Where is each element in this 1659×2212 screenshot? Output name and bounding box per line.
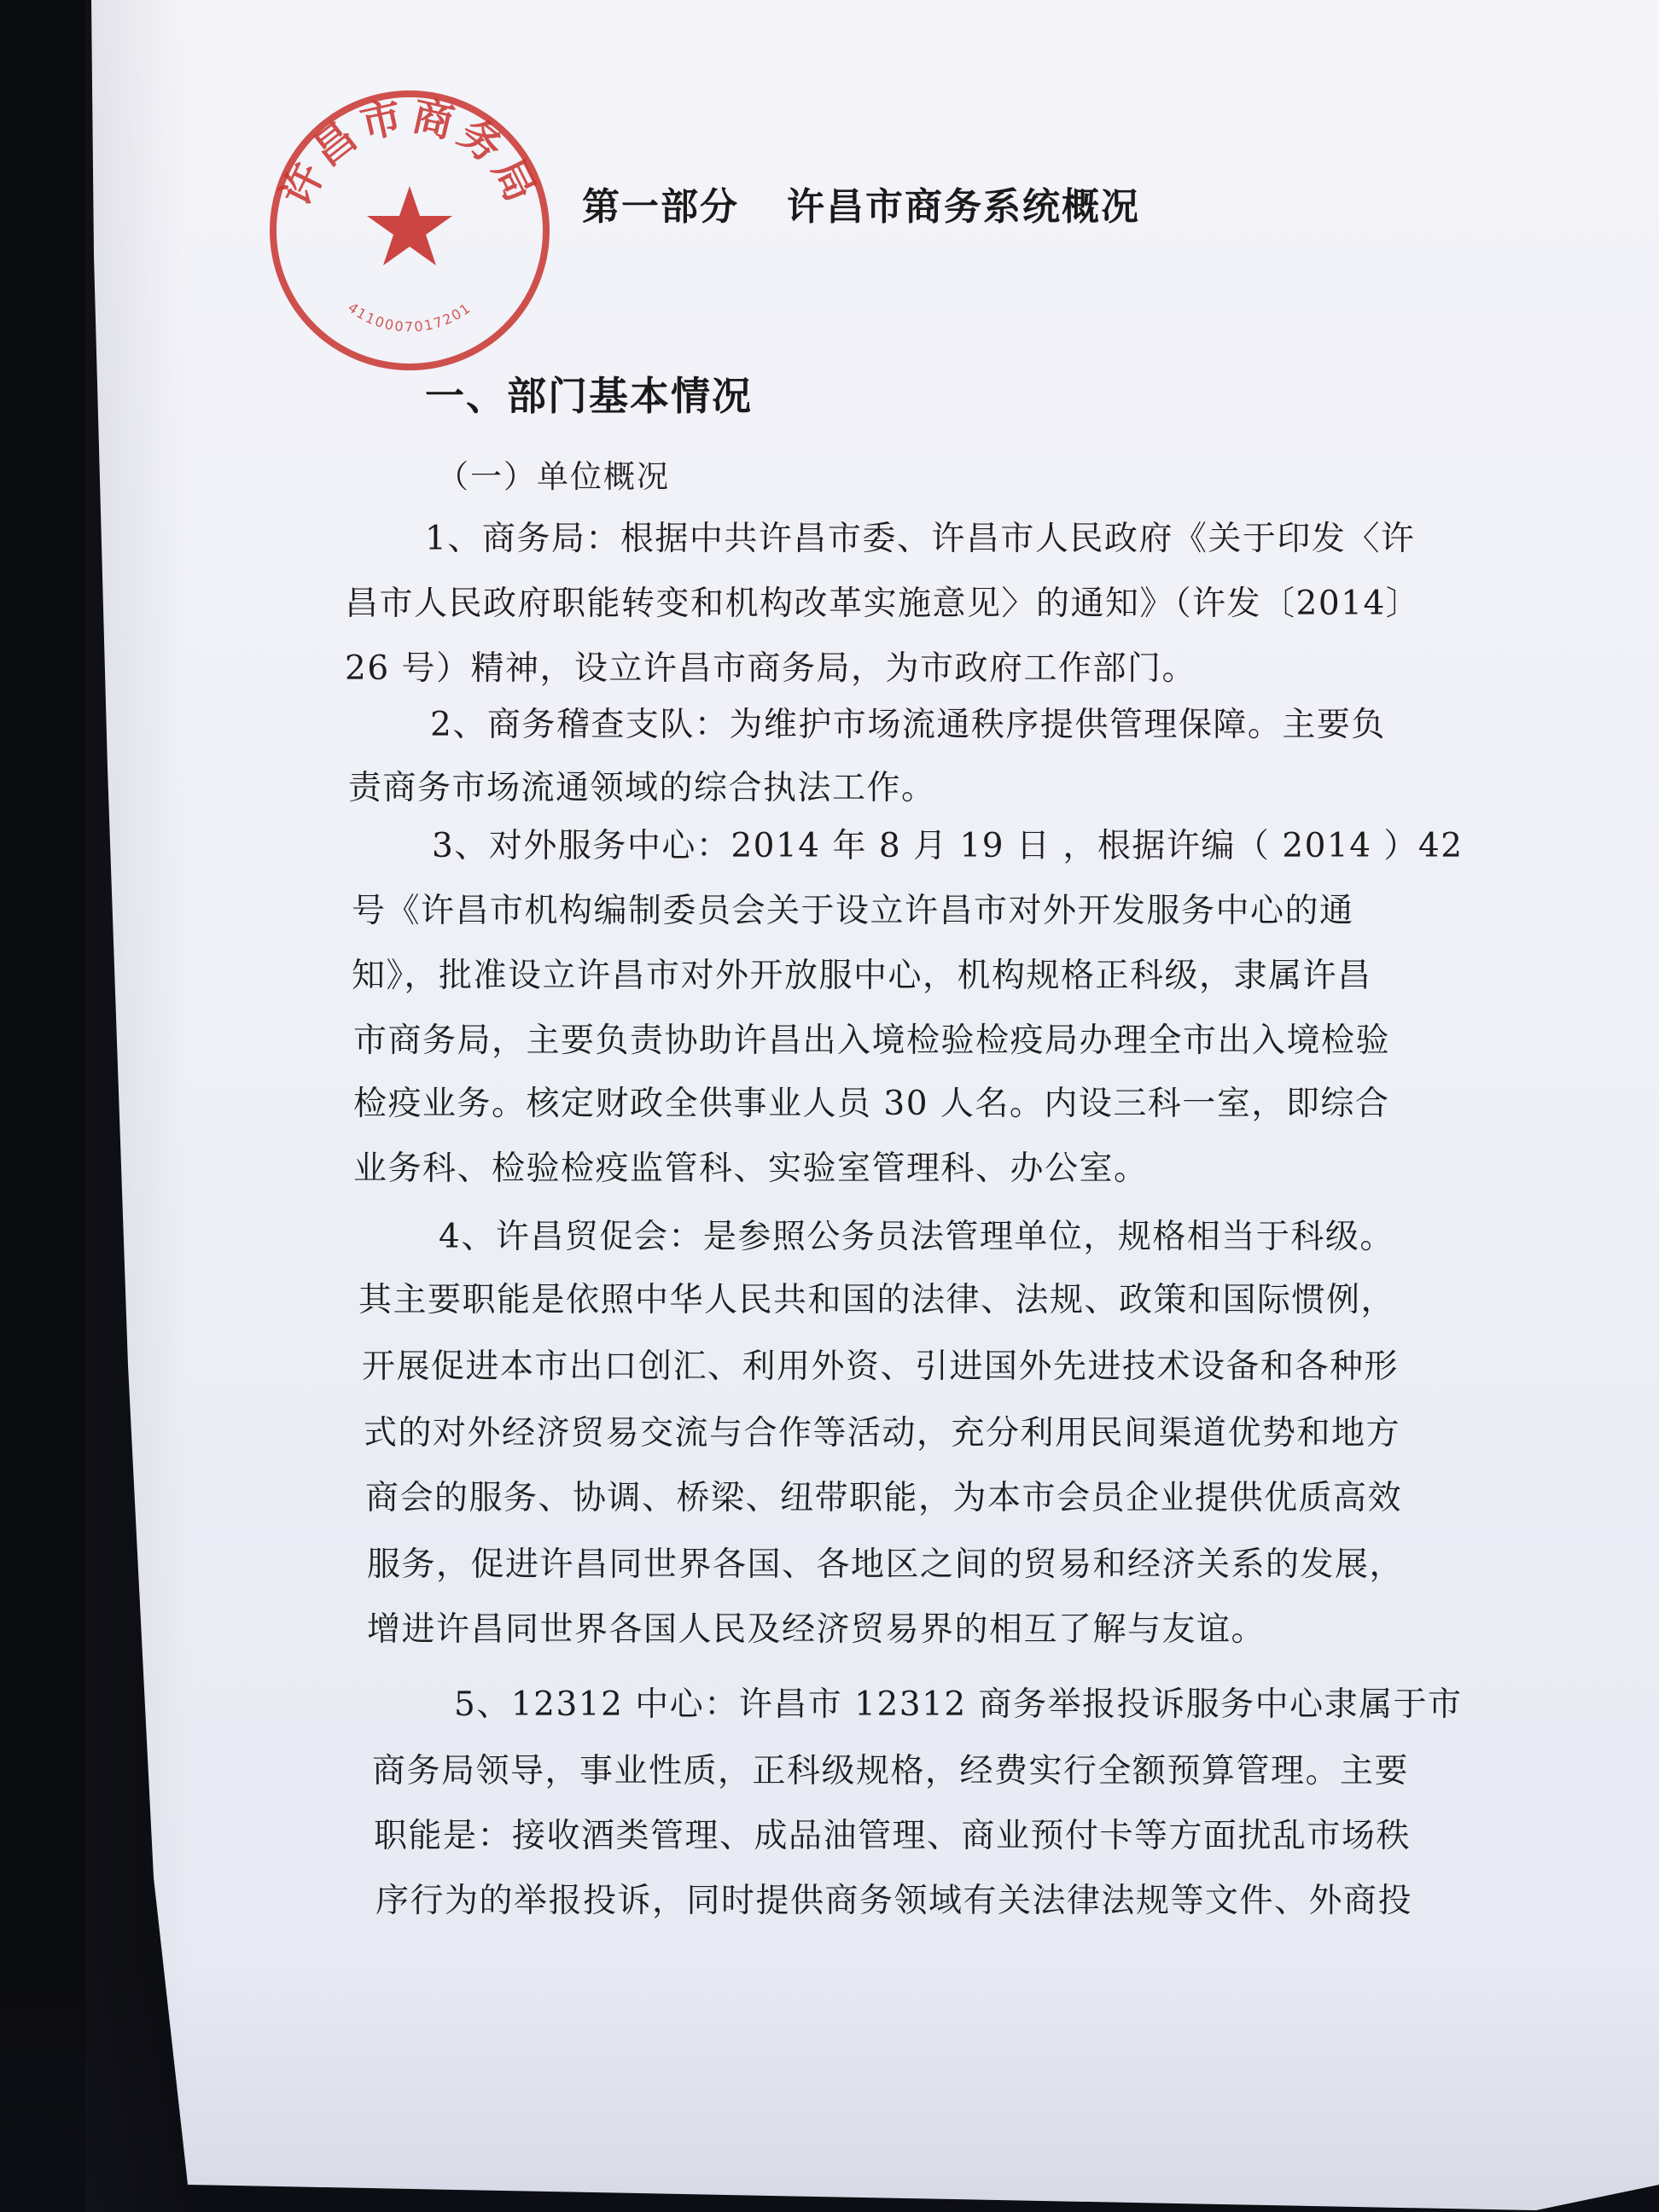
body-line: 责商务市场流通领域的综合执法工作。 bbox=[348, 769, 936, 807]
body-line: 业务科、检验检疫监管科、实验室管理科、办公室。 bbox=[353, 1150, 1149, 1188]
subsection-title: （一）单位概况 bbox=[437, 458, 670, 495]
body-line: 其主要职能是依照中华人民共和国的法律、法规、政策和国际惯例， bbox=[358, 1281, 1396, 1319]
section-title: 一、部门基本情况 bbox=[425, 373, 753, 419]
body-line: 序行为的举报投诉，同时提供商务领域有关法律法规等文件、外商投 bbox=[375, 1882, 1413, 1920]
body-line: 知》，批准设立许昌市对外开放服中心，机构规格正科级，隶属许昌 bbox=[352, 957, 1372, 995]
body-line: 号《许昌市机构编制委员会关于设立许昌市对外开发服务中心的通 bbox=[352, 892, 1354, 930]
body-line: 增进许昌同世界各国人民及经济贸易界的相互了解与友谊。 bbox=[367, 1610, 1266, 1649]
body-line: 职能是：接收酒类管理、成品油管理、商业预付卡等方面扰乱市场秩 bbox=[374, 1817, 1412, 1855]
body-line: 2、商务稽查支队：为维护市场流通秩序提供管理保障。主要负 bbox=[430, 706, 1386, 744]
body-line: 26 号）精神，设立许昌市商务局，为市政府工作部门。 bbox=[345, 649, 1197, 688]
body-line: 5、12312 中心：许昌市 12312 商务举报投诉服务中心隶属于市 bbox=[454, 1685, 1463, 1724]
body-line: 商会的服务、协调、桥梁、纽带职能，为本市会员企业提供优质高效 bbox=[365, 1479, 1403, 1517]
title-part: 第一部分 bbox=[582, 185, 739, 229]
body-line: 式的对外经济贸易交流与合作等活动，充分利用民间渠道优势和地方 bbox=[364, 1414, 1401, 1452]
body-line: 3、对外服务中心：2014 年 8 月 19 日 ，根据许编（ 2014 ）42 bbox=[432, 827, 1464, 865]
body-line: 4、许昌贸促会：是参照公务员法管理单位，规格相当于科级。 bbox=[439, 1218, 1394, 1256]
body-line: 1、商务局：根据中共许昌市委、许昌市人民政府《关于印发〈许 bbox=[425, 520, 1416, 558]
seal-code-text: 4110007017201 bbox=[345, 299, 474, 335]
body-line: 检疫业务。核定财政全供事业人员 30 人名。内设三科一室，即综合 bbox=[353, 1085, 1390, 1123]
seal-name-text: 许昌市商务局 bbox=[272, 91, 547, 214]
official-seal bbox=[265, 85, 555, 375]
body-line: 市商务局，主要负责协助许昌出入境检验检疫局办理全市出入境检验 bbox=[353, 1022, 1391, 1060]
title-text: 许昌市商务系统概况 bbox=[787, 185, 1140, 229]
body-line: 昌市人民政府职能转变和机构改革实施意见〉的通知》（许发〔2014〕 bbox=[345, 585, 1421, 623]
page-title bbox=[582, 176, 1140, 230]
body-line: 商务局领导，事业性质，正科级规格，经费实行全额预算管理。主要 bbox=[372, 1752, 1410, 1790]
seal-star-icon bbox=[367, 186, 452, 265]
body-line: 开展促进本市出口创汇、利用外资、引进国外先进技术设备和各种形 bbox=[362, 1348, 1400, 1386]
body-line: 服务，促进许昌同世界各国、各地区之间的贸易和经济关系的发展， bbox=[367, 1545, 1405, 1584]
